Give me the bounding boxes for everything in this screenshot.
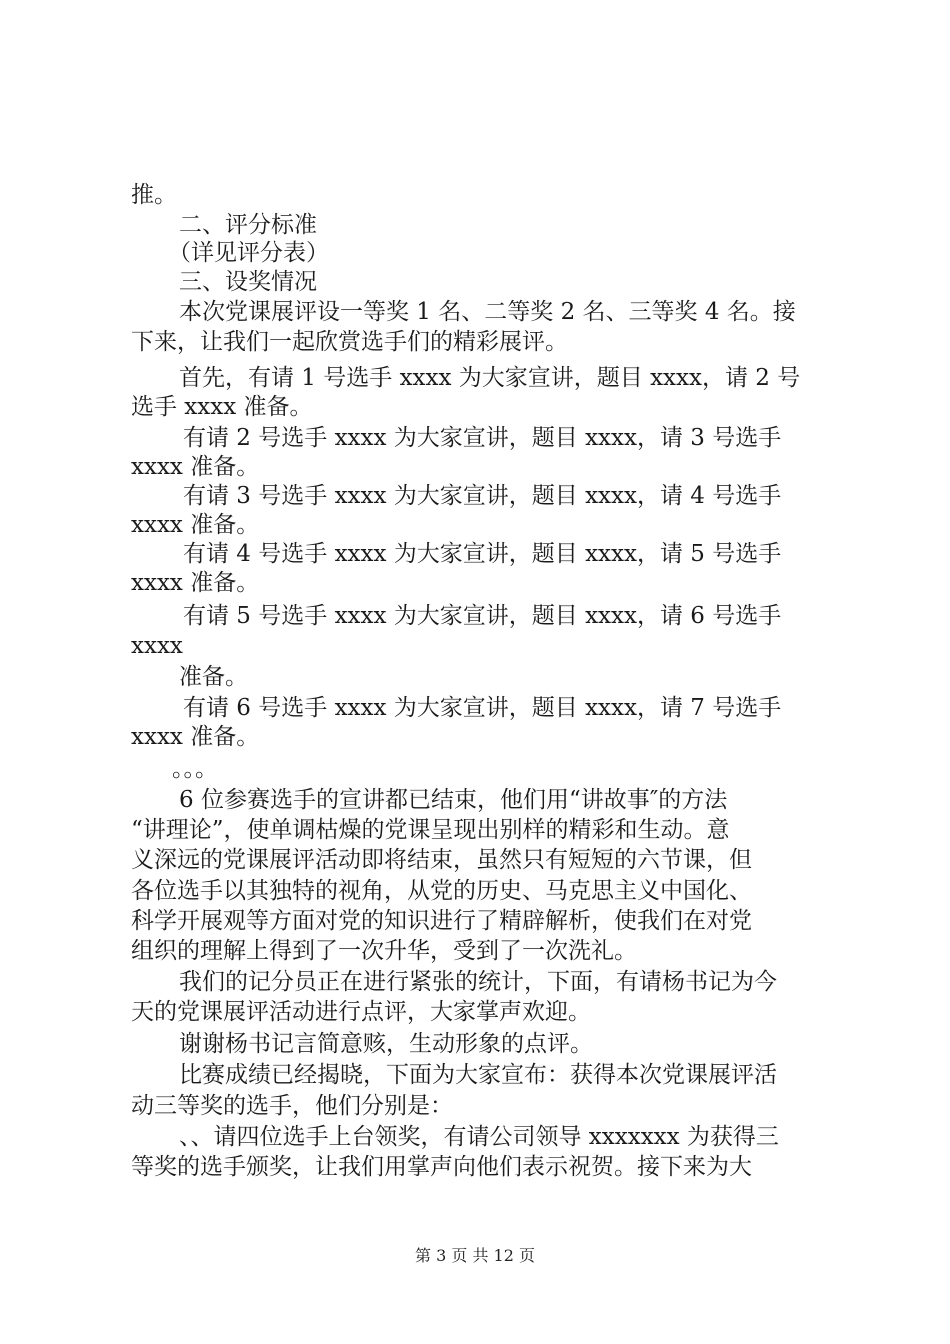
- text-line: 有请 4 号选手 xxxx 为大家宣讲，题目 xxxx，请 5 号选手: [183, 541, 782, 567]
- text-line: （详见评分表）: [168, 240, 329, 266]
- text-line: “讲理论”，使单调枯燥的党课呈现出别样的精彩和生动。意: [131, 817, 730, 843]
- text-line: 各位选手以其独特的视角，从党的历史、马克思主义中国化、: [131, 878, 752, 904]
- text-line: xxxx 准备。: [131, 512, 260, 538]
- text-line: 天的党课展评活动进行点评，大家掌声欢迎。: [131, 999, 591, 1025]
- text-line: 谢谢杨书记言简意赅，生动形象的点评。: [179, 1031, 593, 1057]
- text-line: 首先，有请 1 号选手 xxxx 为大家宣讲，题目 xxxx，请 2 号: [179, 365, 801, 391]
- text-line: 。。。: [172, 756, 218, 782]
- text-line: 组织的理解上得到了一次升华，受到了一次洗礼。: [131, 938, 637, 964]
- text-line: 义深远的党课展评活动即将结束，虽然只有短短的六节课，但: [131, 847, 752, 873]
- text-line: 有请 3 号选手 xxxx 为大家宣讲，题目 xxxx，请 4 号选手: [183, 483, 782, 509]
- section-heading: 二、评分标准: [179, 212, 317, 238]
- page-number-footer: 第 3 页 共 12 页: [415, 1246, 535, 1265]
- text-line: xxxx 准备。: [131, 570, 260, 596]
- text-line: 动三等奖的选手，他们分别是：: [131, 1093, 453, 1119]
- text-line: 有请 2 号选手 xxxx 为大家宣讲，题目 xxxx，请 3 号选手: [183, 425, 782, 451]
- section-heading: 三、设奖情况: [179, 269, 317, 295]
- text-line: 科学开展观等方面对党的知识进行了精辟解析，使我们在对党: [131, 908, 752, 934]
- text-line: 我们的记分员正在进行紧张的统计，下面，有请杨书记为今: [179, 969, 777, 995]
- text-line: 有请 6 号选手 xxxx 为大家宣讲，题目 xxxx，请 7 号选手: [183, 695, 782, 721]
- text-line: 下来，让我们一起欣赏选手们的精彩展评。: [131, 329, 568, 355]
- text-line: 、、请四位选手上台领奖，有请公司领导 xxxxxxx 为获得三: [179, 1124, 779, 1150]
- text-line: xxxx: [131, 633, 183, 659]
- text-line: 准备。: [179, 664, 248, 690]
- text-line: 比赛成绩已经揭晓，下面为大家宣布：获得本次党课展评活: [179, 1062, 777, 1088]
- text-line: xxxx 准备。: [131, 454, 260, 480]
- text-line: 本次党课展评设一等奖 1 名、二等奖 2 名、三等奖 4 名。接: [179, 299, 796, 325]
- text-line: 6 位参赛选手的宣讲都已结束，他们用“讲故事″的方法: [179, 787, 728, 813]
- text-line: 等奖的选手颁奖，让我们用掌声向他们表示祝贺。接下来为大: [131, 1154, 752, 1180]
- text-line: 有请 5 号选手 xxxx 为大家宣讲，题目 xxxx，请 6 号选手: [183, 603, 782, 629]
- text-line: xxxx 准备。: [131, 724, 260, 750]
- text-line: 选手 xxxx 准备。: [131, 394, 313, 420]
- text-line: 推。: [131, 182, 177, 208]
